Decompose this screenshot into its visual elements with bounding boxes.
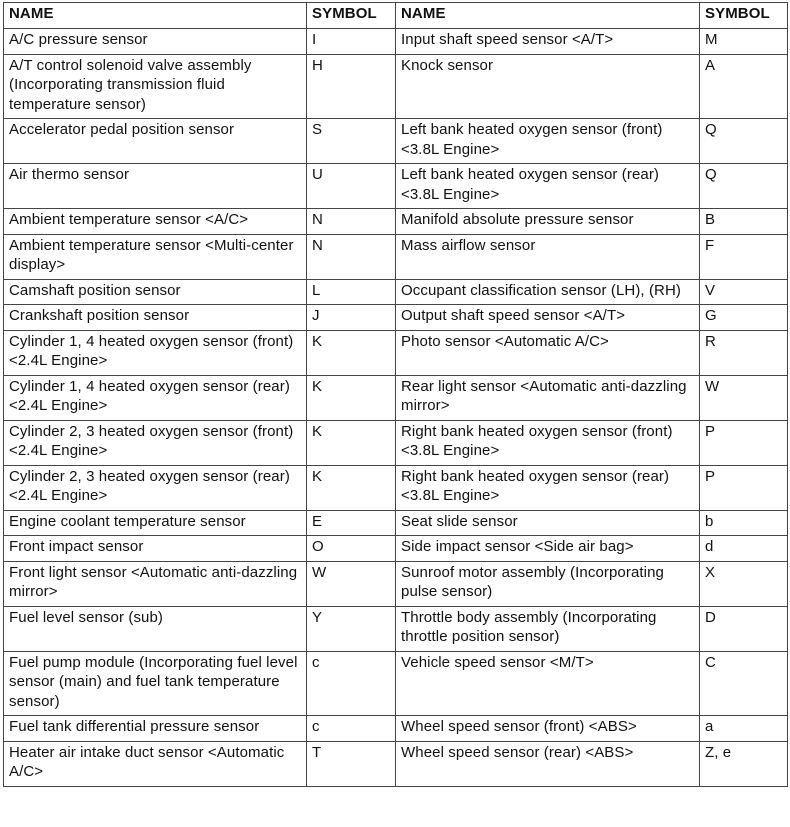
- left-name-cell: Ambient temperature sensor <A/C>: [4, 209, 307, 235]
- left-symbol-cell: N: [307, 234, 396, 279]
- left-symbol-cell: N: [307, 209, 396, 235]
- left-name-cell: Ambient temperature sensor <Multi-center display>: [4, 234, 307, 279]
- left-name-cell: Fuel level sensor (sub): [4, 606, 307, 651]
- left-symbol-cell: K: [307, 420, 396, 465]
- table-row: [4, 29, 788, 55]
- right-symbol-cell: Q: [700, 119, 788, 164]
- right-name-cell: Left bank heated oxygen sensor (rear) <3.8L Engine>: [396, 164, 700, 209]
- left-name-cell: Camshaft position sensor: [4, 279, 307, 305]
- left-name-cell: Fuel pump module (Incorporating fuel level sensor (main) and fuel tank temperature sensor): [4, 651, 307, 716]
- left-symbol-cell: K: [307, 375, 396, 420]
- table-row: [4, 716, 788, 742]
- right-symbol-cell: D: [700, 606, 788, 651]
- right-name-cell: Rear light sensor <Automatic anti-dazzling mirror>: [396, 375, 700, 420]
- table-row: [4, 164, 788, 209]
- table-row: [4, 375, 788, 420]
- left-name-cell: Engine coolant temperature sensor: [4, 510, 307, 536]
- left-name-cell: Cylinder 2, 3 heated oxygen sensor (front) <2.4L Engine>: [4, 420, 307, 465]
- right-symbol-cell: F: [700, 234, 788, 279]
- right-symbol-cell: B: [700, 209, 788, 235]
- left-symbol-cell: c: [307, 651, 396, 716]
- right-name-cell: Manifold absolute pressure sensor: [396, 209, 700, 235]
- right-name-cell: Throttle body assembly (Incorporating throttle position sensor): [396, 606, 700, 651]
- table-row: [4, 330, 788, 375]
- right-symbol-cell: W: [700, 375, 788, 420]
- table-row: [4, 420, 788, 465]
- left-symbol-cell: S: [307, 119, 396, 164]
- left-name-cell: Air thermo sensor: [4, 164, 307, 209]
- left-name-cell: Crankshaft position sensor: [4, 305, 307, 331]
- right-name-cell: Seat slide sensor: [396, 510, 700, 536]
- right-symbol-cell: Z, e: [700, 741, 788, 786]
- left-symbol-cell: W: [307, 561, 396, 606]
- left-symbol-cell: K: [307, 330, 396, 375]
- left-symbol-cell: O: [307, 536, 396, 562]
- left-symbol-cell: I: [307, 29, 396, 55]
- table-row: [4, 305, 788, 331]
- right-name-cell: Occupant classification sensor (LH), (RH): [396, 279, 700, 305]
- table-row: [4, 536, 788, 562]
- right-symbol-cell: M: [700, 29, 788, 55]
- left-symbol-cell: K: [307, 465, 396, 510]
- table-row: [4, 465, 788, 510]
- right-name-cell: Wheel speed sensor (front) <ABS>: [396, 716, 700, 742]
- left-symbol-cell: c: [307, 716, 396, 742]
- right-symbol-cell: Q: [700, 164, 788, 209]
- left-name-cell: Cylinder 1, 4 heated oxygen sensor (rear) <2.4L Engine>: [4, 375, 307, 420]
- header-row: [4, 3, 788, 29]
- right-symbol-cell: C: [700, 651, 788, 716]
- right-name-cell: Input shaft speed sensor <A/T>: [396, 29, 700, 55]
- left-name-cell: Cylinder 1, 4 heated oxygen sensor (front) <2.4L Engine>: [4, 330, 307, 375]
- left-symbol-cell: H: [307, 54, 396, 119]
- table-row: [4, 651, 788, 716]
- left-name-cell: A/C pressure sensor: [4, 29, 307, 55]
- header-name-right: NAME: [396, 3, 700, 29]
- right-name-cell: Left bank heated oxygen sensor (front) <3.8L Engine>: [396, 119, 700, 164]
- right-name-cell: Mass airflow sensor: [396, 234, 700, 279]
- right-symbol-cell: d: [700, 536, 788, 562]
- right-symbol-cell: X: [700, 561, 788, 606]
- table-row: [4, 54, 788, 119]
- right-name-cell: Vehicle speed sensor <M/T>: [396, 651, 700, 716]
- right-name-cell: Side impact sensor <Side air bag>: [396, 536, 700, 562]
- header-name-left: NAME: [4, 3, 307, 29]
- right-name-cell: Knock sensor: [396, 54, 700, 119]
- right-name-cell: Photo sensor <Automatic A/C>: [396, 330, 700, 375]
- table-row: [4, 741, 788, 786]
- right-name-cell: Output shaft speed sensor <A/T>: [396, 305, 700, 331]
- header-symbol-left: SYMBOL: [307, 3, 396, 29]
- left-name-cell: Heater air intake duct sensor <Automatic A/C>: [4, 741, 307, 786]
- table-row: [4, 606, 788, 651]
- right-symbol-cell: R: [700, 330, 788, 375]
- right-symbol-cell: a: [700, 716, 788, 742]
- table-body: [4, 29, 788, 787]
- left-name-cell: A/T control solenoid valve assembly (Incorporating transmission fluid temperature sensor): [4, 54, 307, 119]
- table-row: [4, 209, 788, 235]
- right-name-cell: Wheel speed sensor (rear) <ABS>: [396, 741, 700, 786]
- right-symbol-cell: V: [700, 279, 788, 305]
- table-row: [4, 561, 788, 606]
- right-symbol-cell: G: [700, 305, 788, 331]
- left-symbol-cell: T: [307, 741, 396, 786]
- table-row: [4, 279, 788, 305]
- left-name-cell: Front impact sensor: [4, 536, 307, 562]
- right-symbol-cell: A: [700, 54, 788, 119]
- table-row: [4, 510, 788, 536]
- left-symbol-cell: Y: [307, 606, 396, 651]
- right-name-cell: Right bank heated oxygen sensor (rear) <3.8L Engine>: [396, 465, 700, 510]
- left-name-cell: Accelerator pedal position sensor: [4, 119, 307, 164]
- header-symbol-right: SYMBOL: [700, 3, 788, 29]
- left-symbol-cell: J: [307, 305, 396, 331]
- left-symbol-cell: L: [307, 279, 396, 305]
- left-name-cell: Front light sensor <Automatic anti-dazzling mirror>: [4, 561, 307, 606]
- right-name-cell: Sunroof motor assembly (Incorporating pulse sensor): [396, 561, 700, 606]
- sensor-symbol-table: [3, 2, 788, 787]
- left-name-cell: Cylinder 2, 3 heated oxygen sensor (rear) <2.4L Engine>: [4, 465, 307, 510]
- left-symbol-cell: E: [307, 510, 396, 536]
- left-name-cell: Fuel tank differential pressure sensor: [4, 716, 307, 742]
- table-row: [4, 119, 788, 164]
- right-symbol-cell: b: [700, 510, 788, 536]
- table-row: [4, 234, 788, 279]
- left-symbol-cell: U: [307, 164, 396, 209]
- right-symbol-cell: P: [700, 465, 788, 510]
- right-name-cell: Right bank heated oxygen sensor (front) <3.8L Engine>: [396, 420, 700, 465]
- right-symbol-cell: P: [700, 420, 788, 465]
